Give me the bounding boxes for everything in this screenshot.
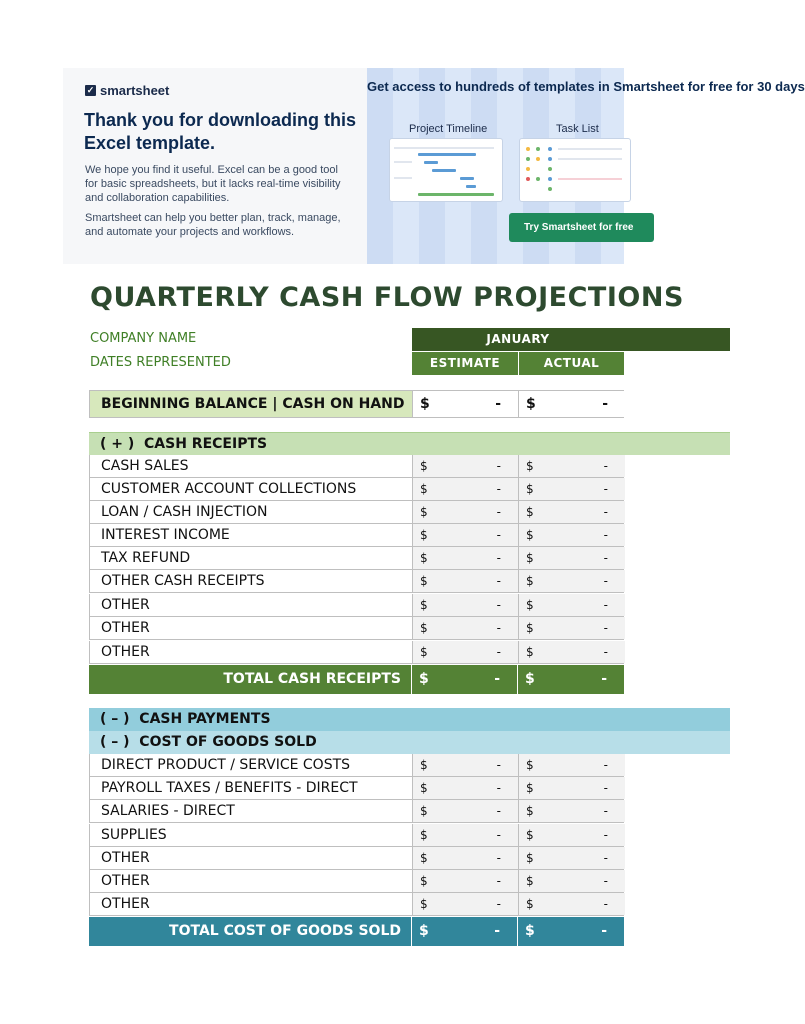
estimate-cell[interactable]	[413, 847, 519, 869]
status-dot	[526, 157, 530, 161]
currency-symbol: $	[526, 482, 534, 496]
table-row	[89, 501, 624, 524]
table-row	[89, 524, 624, 547]
currency-symbol: $	[420, 459, 428, 473]
currency-symbol: $	[526, 645, 534, 659]
row-label[interactable]: SALARIES - DIRECT	[90, 800, 413, 822]
currency-symbol: $	[419, 923, 429, 939]
actual-cell[interactable]	[519, 524, 625, 546]
cash-receipts-header[interactable]: ( + ) CASH RECEIPTS	[89, 432, 730, 455]
table-row	[89, 547, 624, 570]
table-row	[89, 847, 624, 870]
status-dot	[526, 167, 530, 171]
currency-symbol: $	[420, 851, 428, 865]
currency-symbol: $	[420, 396, 430, 412]
currency-symbol: $	[420, 804, 428, 818]
status-dot	[548, 147, 552, 151]
task-list-label: Task List	[556, 123, 599, 135]
task-list-thumbnail	[519, 138, 631, 202]
amount-value: -	[603, 851, 608, 865]
thumbnail-line	[394, 177, 412, 179]
amount-value: -	[603, 505, 608, 519]
logo-text: smartsheet	[100, 83, 170, 98]
status-dot	[536, 177, 540, 181]
actual-total-cell[interactable]	[518, 917, 624, 946]
currency-symbol: $	[526, 551, 534, 565]
actual-cell[interactable]	[519, 641, 625, 663]
gantt-bar	[418, 153, 476, 156]
amount-value: -	[603, 574, 608, 588]
currency-symbol: $	[525, 671, 535, 687]
month-header[interactable]	[412, 328, 730, 351]
thumbnail-line	[558, 148, 622, 150]
currency-symbol: $	[420, 598, 428, 612]
amount-value: -	[496, 621, 501, 635]
company-name-label[interactable]: COMPANY NAME	[90, 331, 197, 346]
currency-symbol: $	[420, 828, 428, 842]
estimate-cell[interactable]	[413, 641, 519, 663]
currency-symbol: $	[526, 781, 534, 795]
row-label[interactable]: OTHER	[90, 893, 413, 915]
amount-value: -	[601, 671, 607, 687]
amount-value: -	[496, 528, 501, 542]
currency-symbol: $	[526, 621, 534, 635]
actual-cell[interactable]	[519, 777, 625, 799]
table-row	[89, 754, 624, 777]
amount-value: -	[603, 621, 608, 635]
row-label[interactable]: PAYROLL TAXES / BENEFITS - DIRECT	[90, 777, 413, 799]
actual-cell[interactable]	[519, 870, 625, 892]
amount-value: -	[496, 551, 501, 565]
estimate-cell[interactable]	[413, 455, 519, 477]
estimate-cell[interactable]	[413, 524, 519, 546]
amount-value: -	[603, 874, 608, 888]
currency-symbol: $	[526, 758, 534, 772]
currency-symbol: $	[526, 396, 536, 412]
actual-cell[interactable]	[519, 824, 625, 846]
thumbnail-line	[394, 161, 412, 163]
actual-cell[interactable]	[519, 594, 625, 616]
amount-value: -	[496, 459, 501, 473]
currency-symbol: $	[420, 645, 428, 659]
amount-value: -	[603, 828, 608, 842]
promo-banner[interactable]	[63, 68, 805, 264]
amount-value: -	[603, 897, 608, 911]
table-row	[89, 870, 624, 893]
row-label[interactable]: LOAN / CASH INJECTION	[90, 501, 413, 523]
currency-symbol: $	[420, 551, 428, 565]
estimate-cell[interactable]	[413, 391, 519, 417]
estimate-cell[interactable]	[413, 777, 519, 799]
total-label[interactable]: TOTAL CASH RECEIPTS	[89, 665, 412, 694]
estimate-cell[interactable]	[413, 501, 519, 523]
estimate-column-header[interactable]: ESTIMATE	[412, 352, 518, 375]
actual-cell[interactable]	[519, 478, 625, 500]
total-cost-of-goods-sold-row	[89, 917, 624, 946]
try-smartsheet-button[interactable]: Try Smartsheet for free	[509, 213, 654, 242]
amount-value: -	[602, 396, 608, 412]
table-row	[89, 455, 624, 478]
amount-value: -	[496, 574, 501, 588]
thumbnail-line	[394, 147, 494, 149]
amount-value: -	[496, 645, 501, 659]
currency-symbol: $	[525, 923, 535, 939]
amount-value: -	[603, 551, 608, 565]
estimate-cell[interactable]	[413, 478, 519, 500]
thumbnail-line	[558, 178, 622, 180]
amount-value: -	[495, 396, 501, 412]
currency-symbol: $	[420, 781, 428, 795]
amount-value: -	[496, 598, 501, 612]
estimate-cell[interactable]	[413, 547, 519, 569]
amount-value: -	[603, 459, 608, 473]
status-dot	[536, 157, 540, 161]
amount-value: -	[603, 781, 608, 795]
actual-cell[interactable]	[519, 617, 625, 639]
gantt-bar	[432, 169, 456, 172]
status-dot	[548, 157, 552, 161]
currency-symbol: $	[526, 528, 534, 542]
amount-value: -	[496, 874, 501, 888]
amount-value: -	[603, 528, 608, 542]
status-dot	[526, 177, 530, 181]
month-header-label: JANUARY	[486, 332, 550, 346]
total-cash-receipts-row	[89, 665, 624, 694]
actual-cell[interactable]	[519, 800, 625, 822]
row-label[interactable]: OTHER CASH RECEIPTS	[90, 570, 413, 592]
currency-symbol: $	[420, 874, 428, 888]
total-label[interactable]: TOTAL COST OF GOODS SOLD	[89, 917, 412, 946]
smartsheet-logo	[85, 83, 169, 98]
status-dot	[548, 177, 552, 181]
row-label[interactable]: TAX REFUND	[90, 547, 413, 569]
row-label[interactable]: CASH SALES	[90, 455, 413, 477]
promo-paragraph-2: Smartsheet can help you better plan, track, manage, and automate your projects and workflows.	[85, 212, 341, 238]
currency-symbol: $	[420, 482, 428, 496]
status-dot	[548, 187, 552, 191]
actual-cell[interactable]	[519, 547, 625, 569]
estimate-cell[interactable]	[413, 570, 519, 592]
table-row	[89, 893, 624, 916]
amount-value: -	[496, 781, 501, 795]
amount-value: -	[496, 804, 501, 818]
thumbnail-line	[558, 158, 622, 160]
table-row	[89, 594, 624, 617]
row-label[interactable]: OTHER	[90, 617, 413, 639]
promo-left-panel	[63, 68, 367, 264]
amount-value: -	[496, 828, 501, 842]
actual-cell[interactable]	[519, 455, 625, 477]
row-label[interactable]: OTHER	[90, 641, 413, 663]
actual-cell[interactable]	[519, 391, 625, 417]
row-label[interactable]: OTHER	[90, 594, 413, 616]
smartsheet-logo-icon: ✓	[86, 85, 95, 95]
table-row	[89, 800, 624, 823]
amount-value: -	[496, 851, 501, 865]
amount-value: -	[603, 758, 608, 772]
currency-symbol: $	[526, 505, 534, 519]
currency-symbol: $	[526, 874, 534, 888]
status-dot	[536, 147, 540, 151]
estimate-total-cell[interactable]	[412, 917, 518, 946]
currency-symbol: $	[420, 574, 428, 588]
table-row	[89, 824, 624, 847]
promo-heading: Thank you for downloading this Excel template.	[84, 110, 356, 153]
estimate-cell[interactable]	[413, 824, 519, 846]
table-row	[89, 641, 624, 664]
gantt-bar	[466, 185, 476, 188]
currency-symbol: $	[419, 671, 429, 687]
currency-symbol: $	[420, 505, 428, 519]
cash-payments-header[interactable]: ( – ) CASH PAYMENTS	[89, 708, 730, 731]
actual-total-cell[interactable]	[518, 665, 624, 694]
estimate-cell[interactable]	[413, 594, 519, 616]
row-label[interactable]: OTHER	[90, 870, 413, 892]
promo-paragraph-1: We hope you find it useful. Excel can be a good tool for basic spreadsheets, but it lacks real-time visibility and collaboration capabilities.	[85, 164, 341, 204]
row-label[interactable]: DIRECT PRODUCT / SERVICE COSTS	[90, 754, 413, 776]
estimate-cell[interactable]	[413, 800, 519, 822]
status-dot	[526, 147, 530, 151]
currency-symbol: $	[526, 459, 534, 473]
amount-value: -	[601, 923, 607, 939]
amount-value: -	[603, 598, 608, 612]
row-label[interactable]: CUSTOMER ACCOUNT COLLECTIONS	[90, 478, 413, 500]
gantt-bar	[460, 177, 474, 180]
amount-value: -	[496, 482, 501, 496]
gantt-bar	[424, 161, 438, 164]
table-row	[89, 617, 624, 640]
currency-symbol: $	[526, 598, 534, 612]
amount-value: -	[494, 671, 500, 687]
row-label[interactable]: OTHER	[90, 847, 413, 869]
amount-value: -	[603, 804, 608, 818]
cost-of-goods-sold-header[interactable]: ( – ) COST OF GOODS SOLD	[89, 731, 730, 754]
amount-value: -	[603, 482, 608, 496]
currency-symbol: $	[526, 574, 534, 588]
currency-symbol: $	[420, 897, 428, 911]
promo-right-panel	[367, 68, 805, 264]
row-label[interactable]: BEGINNING BALANCE | CASH ON HAND	[90, 391, 413, 417]
amount-value: -	[496, 897, 501, 911]
dates-represented-label[interactable]: DATES REPRESENTED	[90, 355, 231, 370]
currency-symbol: $	[526, 804, 534, 818]
project-timeline-thumbnail	[389, 138, 503, 202]
estimate-cell[interactable]	[413, 870, 519, 892]
estimate-cell[interactable]	[413, 893, 519, 915]
amount-value: -	[603, 645, 608, 659]
estimate-cell[interactable]	[413, 754, 519, 776]
table-row	[89, 777, 624, 800]
sheet-title: QUARTERLY CASH FLOW PROJECTIONS	[90, 282, 684, 313]
currency-symbol: $	[420, 758, 428, 772]
currency-symbol: $	[526, 851, 534, 865]
actual-cell[interactable]	[519, 847, 625, 869]
actual-cell[interactable]	[519, 893, 625, 915]
beginning-balance-row	[89, 390, 624, 418]
currency-symbol: $	[420, 528, 428, 542]
currency-symbol: $	[526, 897, 534, 911]
project-timeline-label: Project Timeline	[409, 123, 488, 135]
table-row	[89, 570, 624, 593]
actual-column-header[interactable]: ACTUAL	[518, 352, 624, 375]
actual-cell[interactable]	[519, 754, 625, 776]
row-label[interactable]: SUPPLIES	[90, 824, 413, 846]
promo-offer-heading: Get access to hundreds of templates in Smartsheet for free for 30 days	[367, 79, 805, 94]
actual-cell[interactable]	[519, 570, 625, 592]
gantt-bar	[418, 193, 494, 196]
amount-value: -	[496, 505, 501, 519]
amount-value: -	[496, 758, 501, 772]
currency-symbol: $	[526, 828, 534, 842]
actual-cell[interactable]	[519, 501, 625, 523]
table-row	[89, 478, 624, 501]
status-dot	[548, 167, 552, 171]
estimate-total-cell[interactable]	[412, 665, 518, 694]
estimate-cell[interactable]	[413, 617, 519, 639]
amount-value: -	[494, 923, 500, 939]
row-label[interactable]: INTEREST INCOME	[90, 524, 413, 546]
currency-symbol: $	[420, 621, 428, 635]
